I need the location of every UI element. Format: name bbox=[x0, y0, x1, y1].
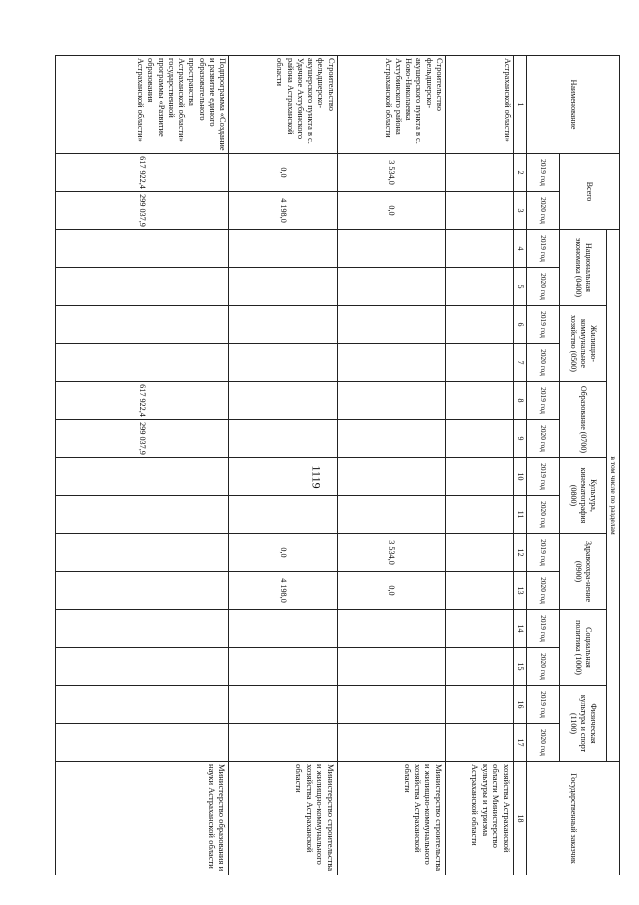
value-cell bbox=[445, 534, 513, 572]
value-cell: 617 922,4 bbox=[56, 382, 229, 420]
value-cell bbox=[229, 230, 337, 268]
value-cell bbox=[56, 534, 229, 572]
value-cell bbox=[56, 686, 229, 724]
value-cell bbox=[445, 458, 513, 496]
value-cell bbox=[56, 230, 229, 268]
value-cell: 3 534,0 bbox=[337, 534, 445, 572]
column-number: 7 bbox=[513, 344, 526, 382]
value-cell bbox=[229, 306, 337, 344]
row-customer: Министерство строительства и жилищно-коммунального хозяйства Астраханской области bbox=[229, 762, 337, 875]
row-name: Строительство фельдшерско-акушерского пункта в с. Удачное Ахтубинского района Астраханской области bbox=[229, 56, 337, 154]
header-in-sections: в том числе по разделам bbox=[607, 230, 620, 762]
value-cell: 3 534,0 bbox=[337, 154, 445, 192]
value-cell bbox=[337, 610, 445, 648]
value-cell bbox=[56, 724, 229, 762]
value-cell bbox=[229, 344, 337, 382]
value-cell bbox=[56, 610, 229, 648]
column-number: 18 bbox=[513, 762, 526, 875]
value-cell: 4 198,0 bbox=[229, 192, 337, 230]
budget-table bbox=[55, 55, 620, 875]
value-cell bbox=[337, 344, 445, 382]
value-cell bbox=[229, 268, 337, 306]
header-year: 2019 год bbox=[527, 230, 560, 268]
value-cell: 0,0 bbox=[337, 192, 445, 230]
header-section: Физическая культура и спорт (1100) bbox=[560, 686, 607, 762]
value-cell bbox=[445, 610, 513, 648]
value-cell bbox=[337, 648, 445, 686]
column-number: 12 bbox=[513, 534, 526, 572]
value-cell bbox=[56, 496, 229, 534]
value-cell bbox=[337, 458, 445, 496]
value-cell bbox=[445, 724, 513, 762]
row-name: Строительство фельдшерско-акушерского пункта в с. Ново-Николаевка Ахтубинского района Астраханской области bbox=[337, 56, 445, 154]
header-section: Жилищно-коммунальное хозяйство (0500) bbox=[560, 306, 607, 382]
header-year: 2020 год bbox=[527, 268, 560, 306]
column-number: 6 bbox=[513, 306, 526, 344]
value-cell bbox=[56, 572, 229, 610]
column-number: 10 bbox=[513, 458, 526, 496]
column-number: 13 bbox=[513, 572, 526, 610]
value-cell bbox=[56, 306, 229, 344]
header-year: 2020 год bbox=[527, 496, 560, 534]
value-cell bbox=[445, 268, 513, 306]
column-number: 5 bbox=[513, 268, 526, 306]
value-cell bbox=[445, 382, 513, 420]
value-cell bbox=[445, 572, 513, 610]
value-cell bbox=[337, 496, 445, 534]
header-name: Наименование bbox=[527, 56, 620, 154]
row-name: Подпрограмма «Создание и развитие единого образовательного пространства Астраханской области» государственной программы «Развитие образования Астраханской области» bbox=[56, 56, 229, 154]
column-number-row bbox=[513, 56, 526, 876]
value-cell: 0,0 bbox=[337, 572, 445, 610]
column-number: 16 bbox=[513, 686, 526, 724]
value-cell bbox=[445, 344, 513, 382]
header-year: 2019 год bbox=[527, 686, 560, 724]
column-number: 1 bbox=[513, 56, 526, 154]
value-cell: 4 198,0 bbox=[229, 572, 337, 610]
value-cell bbox=[337, 268, 445, 306]
column-number: 9 bbox=[513, 420, 526, 458]
table-row bbox=[337, 56, 445, 876]
column-number: 17 bbox=[513, 724, 526, 762]
header-year: 2020 год bbox=[527, 344, 560, 382]
header-year: 2019 год bbox=[527, 382, 560, 420]
value-cell bbox=[445, 154, 513, 192]
column-number: 2 bbox=[513, 154, 526, 192]
value-cell bbox=[445, 648, 513, 686]
row-customer: хозяйства Астраханской области Министерство культуры и туризма Астраханской области bbox=[445, 762, 513, 875]
value-cell bbox=[56, 268, 229, 306]
header-section: Культура, кинематография (0800) bbox=[560, 458, 607, 534]
header-section: Национальная экономика (0400) bbox=[560, 230, 607, 306]
column-number: 3 bbox=[513, 192, 526, 230]
table-row bbox=[56, 56, 229, 876]
header-year: 2020 год bbox=[527, 648, 560, 686]
header-section: Здравоохра-нение (0900) bbox=[560, 534, 607, 610]
column-number: 11 bbox=[513, 496, 526, 534]
value-cell bbox=[445, 420, 513, 458]
table-row bbox=[445, 56, 513, 876]
header-year: 2019 год bbox=[527, 534, 560, 572]
value-cell bbox=[229, 610, 337, 648]
value-cell bbox=[229, 686, 337, 724]
header-section: Образование (0700) bbox=[560, 382, 607, 458]
table-row bbox=[229, 56, 337, 876]
value-cell: 617 922,4 bbox=[56, 154, 229, 192]
value-cell bbox=[445, 496, 513, 534]
row-customer: Министерство образования и науки Астраханской области bbox=[56, 762, 229, 875]
header-year: 2019 год bbox=[527, 154, 560, 192]
value-cell bbox=[337, 306, 445, 344]
value-cell bbox=[445, 306, 513, 344]
value-cell bbox=[56, 648, 229, 686]
header-year: 2020 год bbox=[527, 572, 560, 610]
value-cell bbox=[229, 648, 337, 686]
value-cell: 0,0 bbox=[229, 154, 337, 192]
rotated-table-container bbox=[55, 55, 620, 875]
value-cell bbox=[56, 344, 229, 382]
header-year: 2020 год bbox=[527, 420, 560, 458]
header-year: 2019 год bbox=[527, 306, 560, 344]
row-customer: Министерство строительства и жилищно-коммунального хозяйства Астраханской области bbox=[337, 762, 445, 875]
value-cell bbox=[445, 686, 513, 724]
value-cell bbox=[229, 724, 337, 762]
value-cell bbox=[229, 458, 337, 496]
value-cell bbox=[337, 686, 445, 724]
value-cell: 299 037,9 bbox=[56, 192, 229, 230]
header-year: 2019 год bbox=[527, 458, 560, 496]
column-number: 14 bbox=[513, 610, 526, 648]
column-number: 8 bbox=[513, 382, 526, 420]
value-cell bbox=[229, 496, 337, 534]
header-year: 2019 год bbox=[527, 610, 560, 648]
header-customer: Государственный заказчик bbox=[527, 762, 620, 875]
header-total: Всего bbox=[560, 154, 620, 230]
value-cell: 0,0 bbox=[229, 534, 337, 572]
row-name: Астраханской области» bbox=[445, 56, 513, 154]
value-cell bbox=[229, 420, 337, 458]
value-cell bbox=[229, 382, 337, 420]
value-cell bbox=[445, 192, 513, 230]
page-number: 1119 bbox=[309, 465, 324, 489]
value-cell bbox=[445, 230, 513, 268]
header-year: 2020 год bbox=[527, 724, 560, 762]
column-number: 15 bbox=[513, 648, 526, 686]
value-cell bbox=[337, 724, 445, 762]
value-cell bbox=[337, 382, 445, 420]
value-cell bbox=[337, 230, 445, 268]
value-cell bbox=[337, 420, 445, 458]
value-cell bbox=[56, 458, 229, 496]
header-section: Социальная политика (1000) bbox=[560, 610, 607, 686]
rotated-page-area bbox=[55, 55, 620, 875]
header-year: 2020 год bbox=[527, 192, 560, 230]
column-number: 4 bbox=[513, 230, 526, 268]
value-cell: 299 037,9 bbox=[56, 420, 229, 458]
